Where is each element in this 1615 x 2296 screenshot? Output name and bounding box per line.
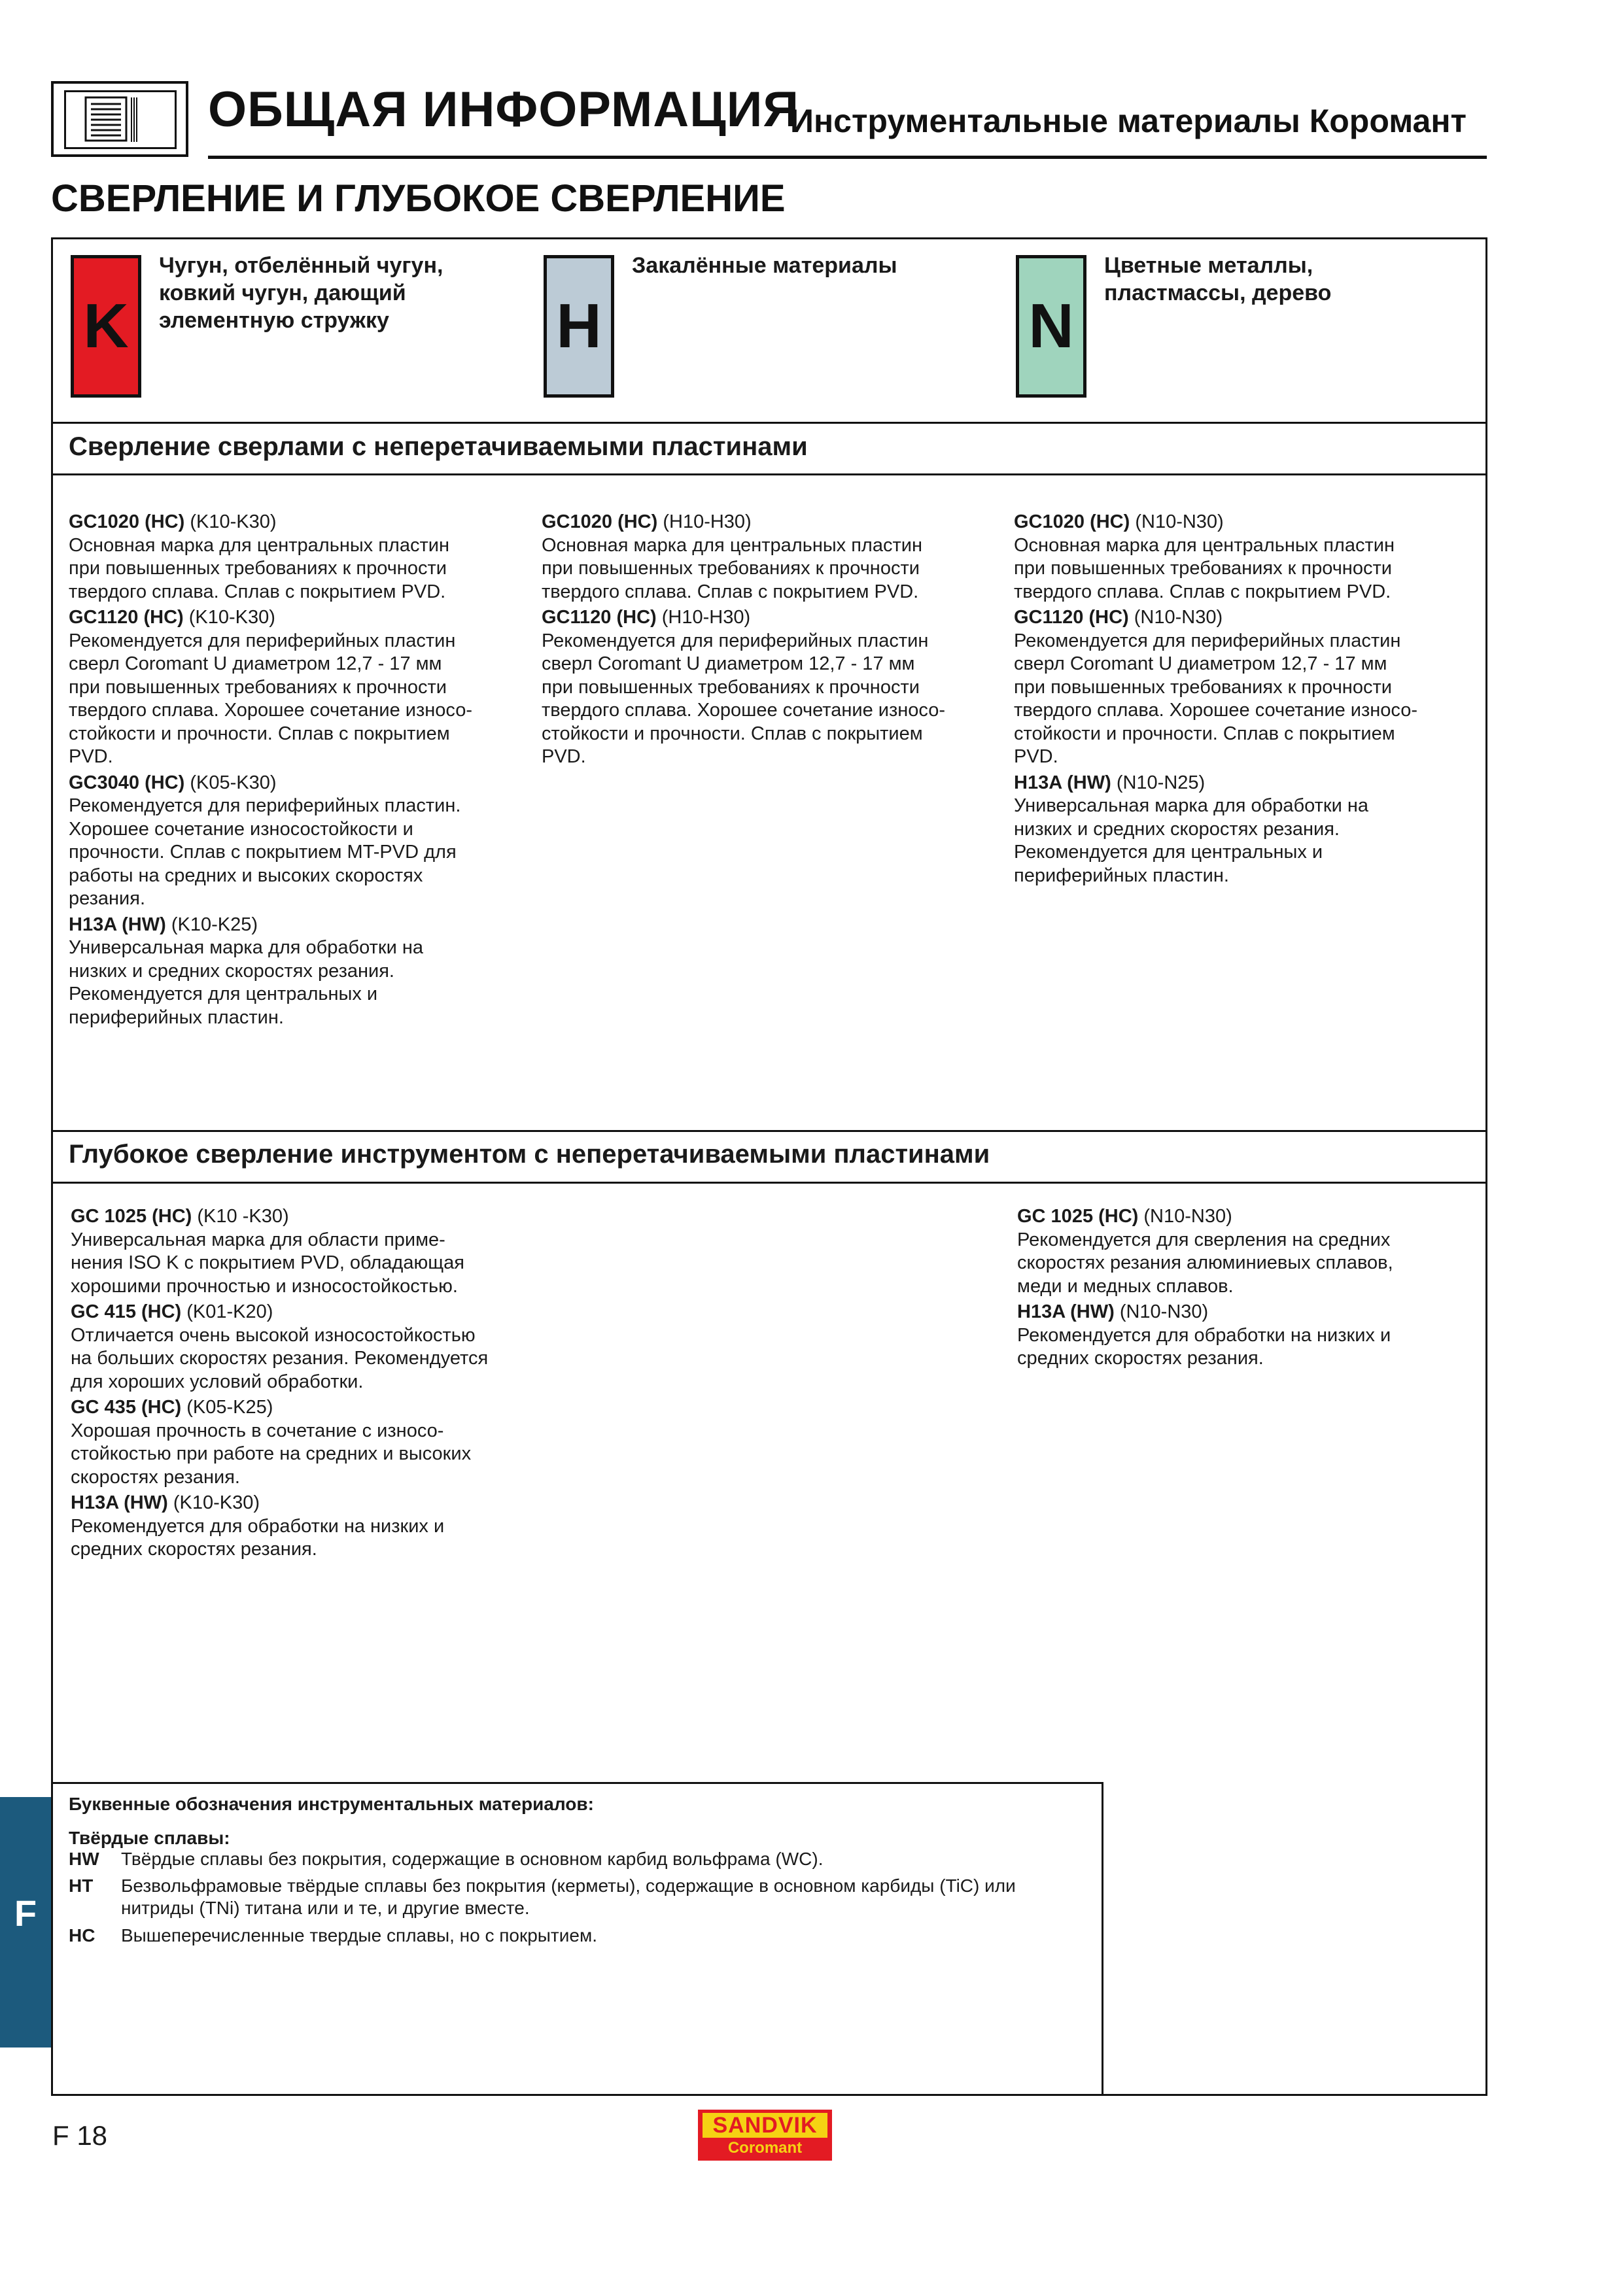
grade-heading: [1017, 1205, 1468, 1229]
grade-range: (K10-K30): [188, 607, 275, 628]
grade-description: Универсальная марка для обработки на низких и средних скоростях резания. Рекомендуется для центральных и периферийных пластин.: [69, 937, 424, 1028]
grade-description: Рекомендуется для периферийных пластин сверл Coromant U диаметром 12,7 - 17 мм при повышенных требованиях к прочности твердого сплава. Хорошее сочетание износо- стойкости и прочности. Сплав с покрытием PVD.: [1014, 630, 1418, 767]
grade-entry: [1017, 1205, 1468, 1298]
page-title: ОБЩАЯ ИНФОРМАЦИЯ: [208, 82, 799, 137]
grade-range: (K05-K30): [190, 772, 277, 793]
page-number: F 18: [52, 2120, 108, 2151]
grade-description: Универсальная марка для обработки на низких и средних скоростях резания. Рекомендуется для центральных и периферийных пластин.: [1014, 795, 1369, 886]
grade-entry: [71, 1396, 555, 1489]
grade-heading: [71, 1396, 555, 1420]
grade-heading: [71, 1301, 555, 1324]
grade-heading: [1014, 772, 1465, 795]
material-n-label: Цветные металлы, пластмассы, дерево: [1104, 253, 1332, 305]
drilling-section-heading: Сверление сверлами с неперетачиваемыми пластинами: [69, 432, 808, 461]
grade-entry: [69, 511, 520, 604]
grade-description: Рекомендуется для обработки на низких и средних скоростях резания.: [71, 1515, 445, 1560]
grade-code: H13A (HW): [1017, 1301, 1115, 1322]
section-tab-f[interactable]: [0, 1797, 51, 2048]
grade-entry: [69, 606, 520, 769]
material-k-label: Чугун, отбелённый чугун, ковкий чугун, дающий элементную стружку: [159, 253, 443, 333]
material-n-box: [1016, 255, 1086, 398]
grade-range: (K05-K25): [186, 1397, 273, 1418]
grade-description: Основная марка для центральных пластин при повышенных требованиях к прочности твердого сплава. Сплав с покрытием PVD.: [542, 534, 922, 602]
legend-subtitle: Твёрдые сплавы:: [69, 1828, 230, 1848]
grade-description: Универсальная марка для области приме- нения ISO K с покрытием PVD, обладающая хорошими прочностью и износостойкостью.: [71, 1229, 464, 1297]
grade-description: Хорошая прочность в сочетание с износо- стойкостью при работе на средних и высоких скоростях резания.: [71, 1420, 472, 1488]
grade-entry: [542, 511, 993, 604]
band1-top-rule: [51, 422, 1487, 424]
grade-range: (N10-N30): [1119, 1301, 1209, 1322]
logo-top-text: SANDVIK: [703, 2113, 827, 2138]
grade-entry: [1014, 606, 1465, 769]
grade-code: GC1020 (HC): [69, 511, 185, 532]
grade-heading: [1014, 606, 1465, 630]
grade-entry: [1017, 1301, 1468, 1371]
grade-heading: [69, 606, 520, 630]
grade-entry: [69, 772, 520, 911]
section-title: СВЕРЛЕНИЕ И ГЛУБОКОЕ СВЕРЛЕНИЕ: [51, 177, 786, 220]
grade-heading: [542, 511, 993, 534]
grade-range: (K10-K30): [190, 511, 277, 532]
grade-range: (N10-N25): [1116, 772, 1206, 793]
legend-text: Твёрдые сплавы без покрытия, содержащие в основном карбид вольфрама (WC).: [121, 1849, 824, 1869]
grade-entry: [1014, 511, 1465, 604]
drilling-n-column: [1014, 511, 1465, 887]
grade-description: Рекомендуется для обработки на низких и средних скоростях резания.: [1017, 1324, 1391, 1369]
grade-code: GC3040 (HC): [69, 772, 185, 793]
legend-title: Буквенные обозначения инструментальных материалов:: [69, 1794, 594, 1814]
grade-code: H13A (HW): [1014, 772, 1111, 793]
legend-text: Вышеперечисленные твердые сплавы, но с покрытием.: [121, 1925, 597, 1945]
grade-heading: [69, 511, 520, 534]
grade-heading: [69, 772, 520, 795]
grade-range: (K01-K20): [186, 1301, 273, 1322]
grade-entry: [542, 606, 993, 769]
material-h-letter: H: [556, 291, 602, 361]
material-k-box: [71, 255, 141, 398]
grade-code: GC1120 (HC): [1014, 607, 1129, 628]
grade-entry: [71, 1301, 555, 1394]
grade-range: (H10-H30): [663, 511, 752, 532]
logo-bottom-text: Coromant: [727, 2139, 803, 2157]
grade-heading: [1014, 511, 1465, 534]
grade-entry: [69, 914, 520, 1030]
grade-range: (N10-N30): [1134, 607, 1223, 628]
legend-key: HC: [69, 1925, 96, 1945]
grade-code: GC 435 (HC): [71, 1397, 182, 1418]
deep-drilling-section-heading: Глубокое сверление инструментом с неперетачиваемыми пластинами: [69, 1140, 990, 1169]
header-rule: [208, 156, 1487, 159]
grade-heading: [71, 1492, 555, 1515]
grade-heading: [542, 606, 993, 630]
page-subtitle: Инструментальные материалы Коромант: [790, 103, 1467, 139]
grade-range: (K10-K25): [171, 914, 258, 935]
sandvik-coromant-logo: [698, 2110, 832, 2161]
grade-description: Отличается очень высокой износостойкостью на больших скоростях резания. Рекомендуется для хороших условий обработки.: [71, 1324, 489, 1392]
grade-range: (K10 -K30): [197, 1206, 289, 1227]
grade-description: Основная марка для центральных пластин при повышенных требованиях к прочности твердого сплава. Сплав с покрытием PVD.: [69, 534, 449, 602]
material-n-letter: N: [1028, 291, 1074, 361]
grade-heading: [71, 1205, 555, 1229]
grade-description: Рекомендуется для периферийных пластин. Хорошее сочетание износостойкости и прочности. Сплав с покрытием MT-PVD для работы на средних и высоких скоростях резания.: [69, 795, 461, 909]
drilling-k-column: [69, 511, 520, 1029]
legend-key: HT: [69, 1876, 94, 1896]
grade-entry: [71, 1205, 555, 1298]
grade-code: GC1020 (HC): [1014, 511, 1130, 532]
legend-key: HW: [69, 1849, 99, 1869]
deep-drilling-n-column: [1017, 1205, 1468, 1371]
grade-code: H13A (HW): [69, 914, 166, 935]
grade-code: GC 415 (HC): [71, 1301, 182, 1322]
grade-heading: [69, 914, 520, 937]
grade-range: (N10-N30): [1135, 511, 1224, 532]
band2-bottom-rule: [51, 1182, 1487, 1184]
catalog-book-icon: [51, 81, 188, 157]
grade-code: H13A (HW): [71, 1492, 168, 1513]
drilling-h-column: [542, 511, 993, 769]
grade-code: GC1020 (HC): [542, 511, 658, 532]
grade-code: GC1120 (HC): [69, 607, 184, 628]
grade-entry: [1014, 772, 1465, 888]
band1-bottom-rule: [51, 473, 1487, 475]
grade-code: GC 1025 (HC): [1017, 1206, 1139, 1227]
grade-range: (K10-K30): [173, 1492, 260, 1513]
legend-text: Безвольфрамовые твёрдые сплавы без покрытия (керметы), содержащие в основном карбиды (TiC) или нитриды (TNi) титана или и те, и другие вместе.: [121, 1876, 1016, 1918]
grade-description: Основная марка для центральных пластин при повышенных требованиях к прочности твердого сплава. Сплав с покрытием PVD.: [1014, 534, 1395, 602]
material-h-label: Закалённые материалы: [632, 253, 897, 278]
band2-top-rule: [51, 1130, 1487, 1132]
deep-drilling-k-column: [71, 1205, 555, 1562]
grade-description: Рекомендуется для сверления на средних скоростях резания алюминиевых сплавов, меди и медных сплавов.: [1017, 1229, 1393, 1297]
grade-description: Рекомендуется для периферийных пластин сверл Coromant U диаметром 12,7 - 17 мм при повышенных требованиях к прочности твердого сплава. Хорошее сочетание износо- стойкости и прочности. Сплав с покрытием PVD.: [542, 630, 946, 767]
grade-code: GC1120 (HC): [542, 607, 657, 628]
section-tab-label: F: [14, 1893, 37, 1934]
grade-description: Рекомендуется для периферийных пластин сверл Coromant U диаметром 12,7 - 17 мм при повышенных требованиях к прочности твердого сплава. Хорошее сочетание износо- стойкости и прочности. Сплав с покрытием PVD.: [69, 630, 473, 767]
grade-code: GC 1025 (HC): [71, 1206, 192, 1227]
material-h-box: [544, 255, 614, 398]
grade-entry: [71, 1492, 555, 1562]
material-k-letter: K: [83, 291, 129, 361]
grade-range: (H10-H30): [661, 607, 751, 628]
grade-range: (N10-N30): [1143, 1206, 1232, 1227]
grade-heading: [1017, 1301, 1468, 1324]
